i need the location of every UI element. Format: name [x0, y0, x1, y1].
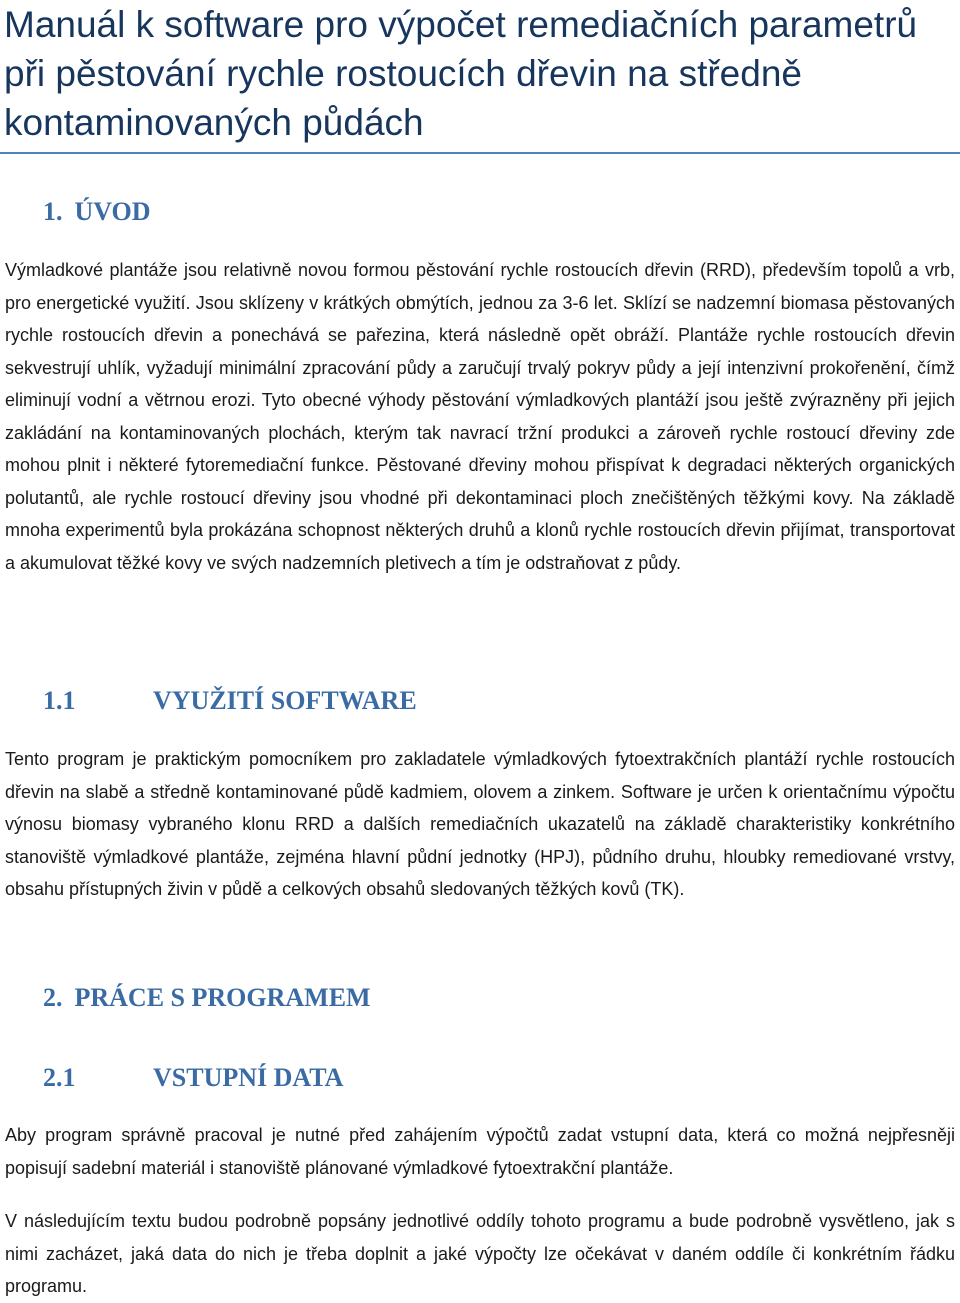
subsection-number: 2.1 [43, 1063, 76, 1092]
section-title: ÚVOD [74, 197, 151, 226]
subsection-heading-vyuziti-software [43, 686, 417, 716]
section-number: 2. [43, 983, 63, 1012]
subsection-title: VYUŽITÍ SOFTWARE [153, 686, 417, 715]
section-heading-prace-s-programem [43, 983, 371, 1013]
document-title: Manuál k software pro výpočet remediačních parametrů při pěstování rychle rostoucích dřevin na středně kontaminovaných půdách [4, 4, 918, 143]
title-underline [0, 152, 960, 154]
section-title: PRÁCE S PROGRAMEM [74, 983, 371, 1012]
paragraph-vyuziti-software: Tento program je praktickým pomocníkem pro zakladatele výmladkových fytoextrakčních plantáží rychle rostoucích dřevin na slabě a středně kontaminované půdě kadmiem, olovem a zinkem. Software je určen k orientačnímu výpočtu výnosu biomasy vybraného klonu RRD a dalších remediačních ukazatelů na základě charakteristiky konkrétního stanoviště výmladkové plantáže, zejména hlavní půdní jednotky (HPJ), půdního druhu, hloubky remediované vrstvy, obsahu přístupných živin v půdě a celkových obsahů sledovaných těžkých kovů (TK). [5, 749, 955, 899]
paragraph-vstupni-data-2: V následujícím textu budou podrobně popsány jednotlivé oddíly tohoto programu a bude podrobně vysvětleno, jak s nimi zacházet, jaká data do nich je třeba doplnit a jaké výpočty lze očekávat v daném oddíle či konkrétním řádku programu. [5, 1211, 955, 1296]
section-number: 1. [43, 197, 63, 226]
paragraph-vstupni-data-1: Aby program správně pracoval je nutné před zahájením výpočtů zadat vstupní data, která co možná nejpřesněji popisují sadební materiál i stanoviště plánované výmladkové fytoextrakční plantáže. [5, 1125, 955, 1178]
section-heading-uvod [43, 197, 151, 227]
subsection-number: 1.1 [43, 686, 76, 715]
subsection-heading-vstupni-data [43, 1063, 343, 1093]
subsection-title: VSTUPNÍ DATA [153, 1063, 344, 1092]
paragraph-uvod: Výmladkové plantáže jsou relativně novou formou pěstování rychle rostoucích dřevin (RRD), především topolů a vrb, pro energetické využití. Jsou sklízeny v krátkých obmýtích, jednou za 3-6 let. Sklízí se nadzemní biomasa pěstovaných rychle rostoucích dřevin a ponechává se pařezina, která následně opět obráží. Plantáže rychle rostoucích dřevin sekvestrují uhlík, vyžadují minimální zpracování půdy a zaručují trvalý pokryv půdy a její intenzivní prokořenění, čímž eliminují vodní a větrnou erozi. Tyto obecné výhody pěstování výmladkových plantáží jsou ještě zvýrazněny při jejich zakládání na kontaminovaných plochách, kterým tak navrací tržní produkci a zároveň rychle rostoucí dřeviny zde mohou plnit i některé fytoremediační funkce. Pěstované dřeviny mohou přispívat k degradaci některých organických polutantů, ale rychle rostoucí dřeviny jsou vhodné při dekontaminaci ploch znečištěných těžkými kovy. Na základě mnoha experimentů byla prokázána schopnost některých druhů a klonů rychle rostoucích dřevin přijímat, transportovat a akumulovat těžké kovy ve svých nadzemních pletivech a tím je odstraňovat z půdy. [5, 260, 955, 573]
